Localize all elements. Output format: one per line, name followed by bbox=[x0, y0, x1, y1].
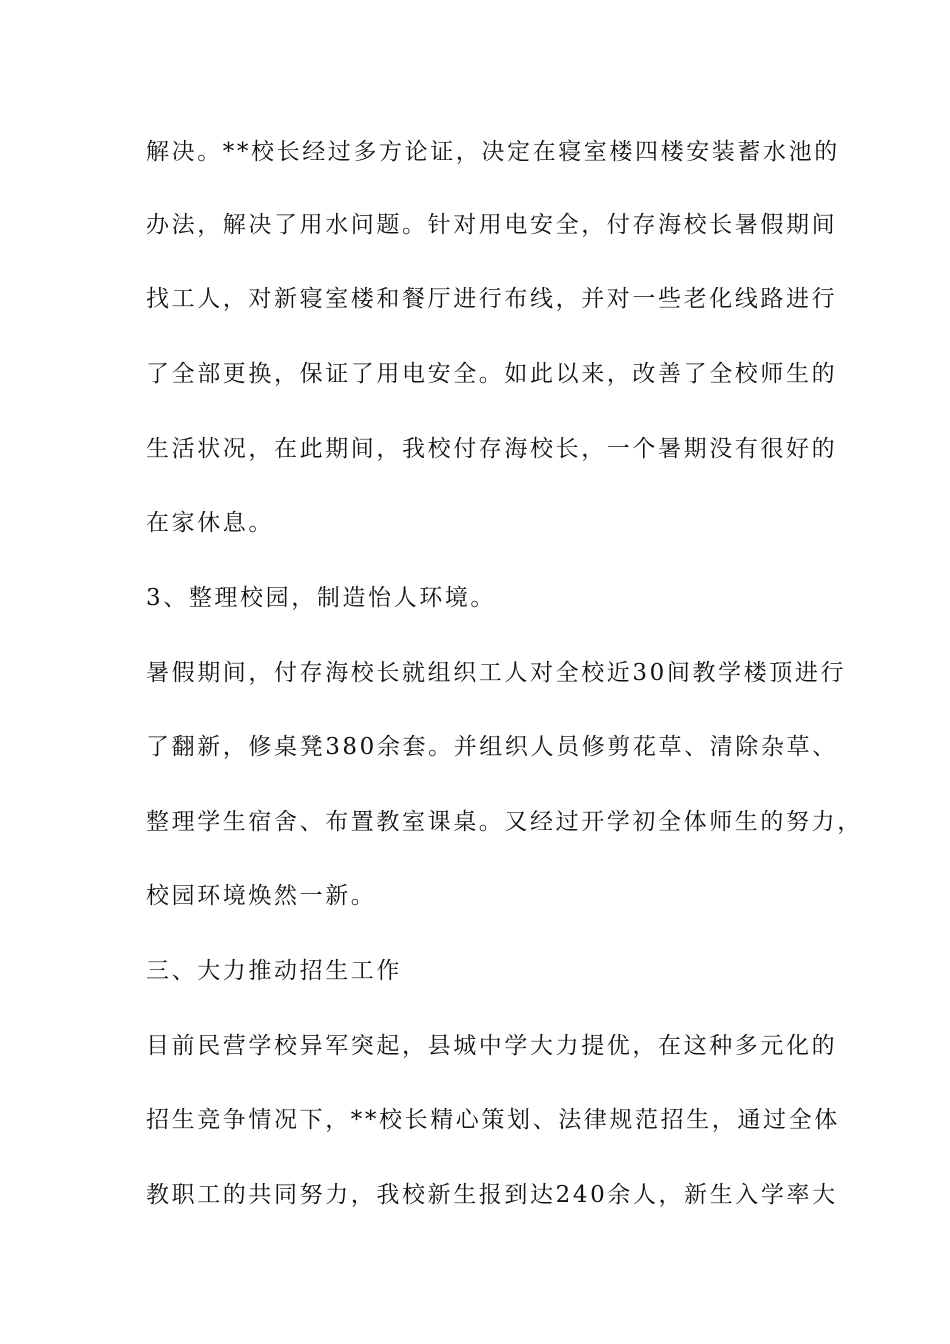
text-line: 校园环境焕然一新。 bbox=[146, 883, 377, 909]
section-heading: 三、大力推动招生工作 bbox=[146, 958, 402, 984]
text-line: 办法，解决了用水问题。针对用电安全，付存海校长暑假期间 bbox=[146, 212, 838, 238]
text-line: 整理学生宿舍、布置教室课桌。又经过开学初全体师生的努力， bbox=[146, 809, 863, 835]
text-line: 在家休息。 bbox=[146, 510, 274, 536]
section-heading: 3、整理校园，制造怡人环境。 bbox=[146, 585, 497, 611]
text-line: 找工人，对新寝室楼和餐厅进行布线，并对一些老化线路进行 bbox=[146, 286, 838, 312]
text-line: 解决。**校长经过多方论证，决定在寝室楼四楼安装蓄水池的 bbox=[146, 139, 840, 165]
text-line: 了全部更换，保证了用电安全。如此以来，改善了全校师生的 bbox=[146, 361, 838, 387]
text-line: 生活状况，在此期间，我校付存海校长，一个暑期没有很好的 bbox=[146, 436, 838, 462]
text-line: 了翻新，修桌凳380余套。并组织人员修剪花草、清除杂草、 bbox=[146, 734, 838, 760]
text-line: 教职工的共同努力，我校新生报到达240余人，新生入学率大 bbox=[146, 1182, 838, 1208]
text-line: 目前民营学校异军突起，县城中学大力提优，在这种多元化的 bbox=[146, 1033, 838, 1059]
text-line: 暑假期间，付存海校长就组织工人对全校近30间教学楼顶进行 bbox=[146, 660, 847, 686]
text-line: 招生竞争情况下，**校长精心策划、法律规范招生，通过全体 bbox=[146, 1107, 840, 1133]
